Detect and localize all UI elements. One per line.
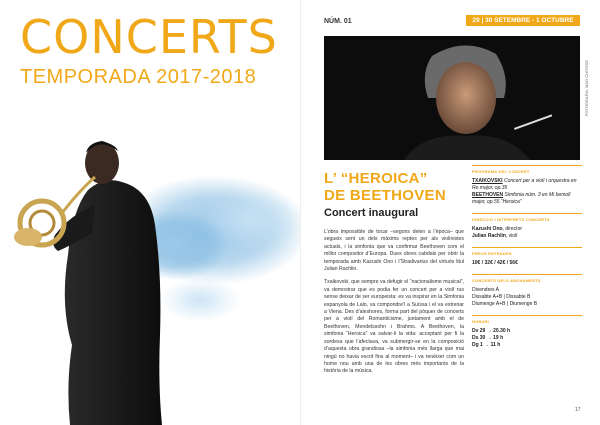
program-heading: PROGRAMA DEL CONCERT [472, 169, 530, 174]
direction-heading: DIRECCIÓ I INTÈRPRETS CONCERTS [472, 217, 550, 222]
prices-heading: PREUS ENTRADES [472, 251, 512, 256]
prices-value: 10€ / 32€ / 42€ / 56€ [472, 260, 518, 266]
subscription-line: Dissabte A+B | Dissabte B [472, 294, 531, 300]
body-paragraph: Txaikovski, que sempre va defugir el “nacionalisme musical”, va demostrar que es podia fer un concert per a violí rus sense deixar de ser europeista: es va inspirar en la Simfonia espanyola de Lalo, va compondre’l a Suïssa i el va estrenar a Viena. Des d’aleshores, forma part del pòquer de concerts per a violí del Romanticisme, juntament amb el de Beethoven, Mendelssohn i Brahms. A Beethoven, la simfonia “Heroica” va salvar-li la vida: acceptant per fi la sordesa que l’afectava, va submergir-se en la composició d’aquesta obra grandiosa –la simfonia més llarga que mai ningú no havia escrit fins al moment– i va renéixer com un home nou amb una de les obres més importants de la història de la música. [324, 279, 464, 375]
concert-label: Concert inaugural [324, 207, 419, 219]
page-number: 17 [575, 407, 581, 413]
article-body [324, 229, 464, 382]
performer-line: Kazushi Ono, director [472, 226, 523, 232]
magazine-title: CONCERTS [20, 10, 278, 64]
subscriptions-block [472, 274, 582, 308]
prices-block [472, 247, 582, 267]
conductor-face [436, 62, 496, 134]
program-item: BEETHOVEN Simfonia núm. 3 en Mi bemoll major, op.55 “Heroica” [472, 192, 571, 205]
schedule-heading: HORARI [472, 319, 489, 324]
program-item: TXAIKOVSKI Concert per a violí i orquestra en Re major, op.35 [472, 178, 577, 191]
horn-player-illustration [0, 95, 300, 425]
conductor-photo [324, 36, 580, 160]
photo-credit: FOTOGRAFIA: MAO CHITOSE [584, 60, 589, 117]
subscription-line: Divendres A [472, 287, 499, 293]
direction-block [472, 213, 582, 240]
info-sidebar [472, 165, 582, 356]
performer-line: Julian Rachlin, violí [472, 233, 518, 239]
subscription-line: Diumenge A+B | Diumenge B [472, 301, 538, 307]
headline-line: L’ “HEROICA” [324, 170, 428, 187]
body-paragraph: L’obra impossible de tocar –segons deien a l’època– que segueix sent un dels màxims reptes per als violinistes actuals, i la simfonia que va confirmar Beethoven com el millor compositor d’Europa. Dues obres cabdals per obrir la temporada amb Kazushi Ono i l’Stradivarius del virtuós litul Julian Rachlin. [324, 229, 464, 273]
concert-dates-banner: 29 | 30 SETEMBRE - 1 OCTUBRE 2017 [466, 15, 580, 26]
program-block [472, 165, 582, 206]
schedule-line: Dv 29 → 20.30 h [472, 328, 511, 334]
schedule-block [472, 315, 582, 349]
schedule-line: Ds 30 → 19 h [472, 335, 504, 341]
subscriptions-heading: CONCERTS DELS ABONAMENTS [472, 278, 541, 283]
schedule-line: Dg 1 → 11 h [472, 342, 501, 348]
headline-line: DE BEETHOVEN [324, 187, 446, 204]
spray-cloud [160, 278, 240, 322]
page-fold [300, 0, 301, 425]
issue-number: NÚM. 01 [324, 18, 352, 25]
season-subtitle: TEMPORADA 2017-2018 [20, 66, 257, 88]
article-headline [324, 170, 446, 204]
french-horn-flare [14, 228, 42, 246]
